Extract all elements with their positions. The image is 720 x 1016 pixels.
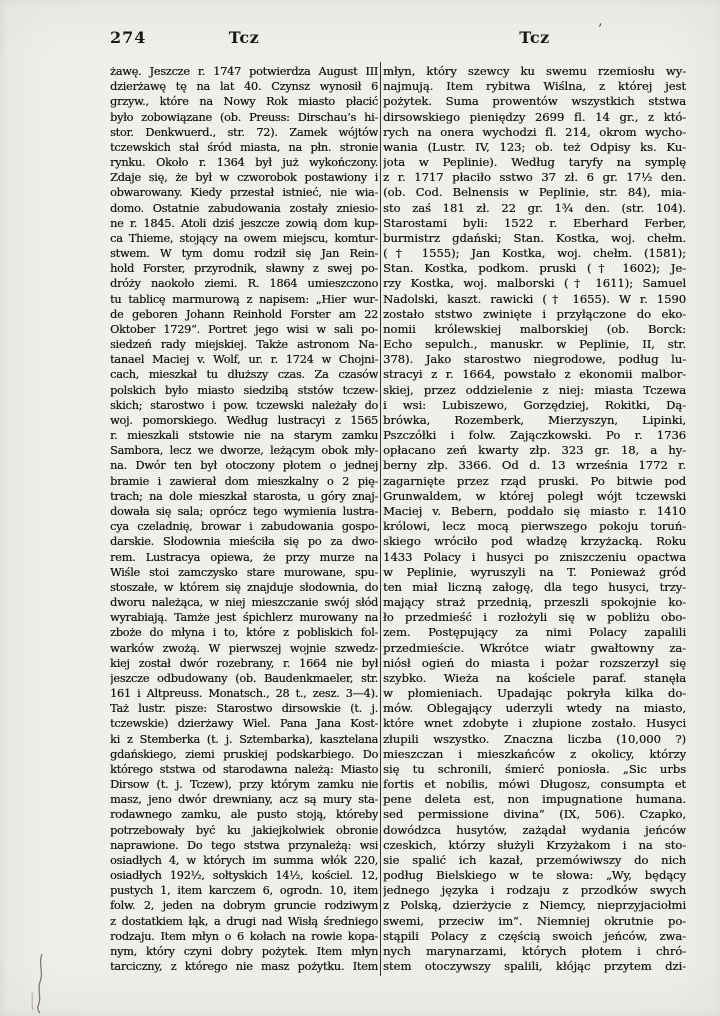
text-line: folw. 2, jeden na dobrym gruncie rodziwym [110, 899, 378, 913]
text-line: wania (Lustr. IV, 123; ob. też Odpisy ks. Ku- [383, 139, 686, 154]
text-line: dworu należąca, w niej mieszczanie swój słód [110, 596, 378, 610]
text-line: jednego języka i rodzaju z przodków swych [383, 883, 686, 898]
text-line: wyrabiają. Tamże jest śpichlerz murowany na [110, 611, 378, 625]
text-line: czeskich, którzy służyli Krzyżakom i na sto- [383, 837, 686, 852]
text-line: rynku. Około r. 1364 był już wykończony. [110, 156, 378, 170]
text-line: skiej, przez oddzielenie z niej: miasta Tczewa [383, 382, 686, 397]
text-line: rem. Lustracya opiewa, że przy murze na [110, 550, 378, 564]
text-line: Maciej v. Bebern, poddało się miasto r. 1410 [383, 503, 686, 518]
scan-speck: ’ [598, 22, 603, 37]
text-line: z Polską, dzierżycie z Niemcy, nieprzyjaciołmi [383, 898, 686, 913]
text-line: ło przedmieść i rozłożyli się w pobliżu obo- [383, 610, 686, 625]
text-column-right [383, 64, 686, 974]
text-line: którego ststwa od starodawna należą: Miasto [110, 762, 378, 776]
text-line: stor. Denkwuerd., str. 72). Zamek wójtów [110, 125, 378, 139]
text-line: jota w Peplinie). Według taryfy na symplę [383, 155, 686, 170]
text-line: warków zwożą. W pierwszej wojnie szwedz- [110, 641, 378, 655]
text-line: sto zaś 181 zł. 22 gr. 1¾ den. (str. 104). [383, 200, 686, 215]
text-line: de geboren Johann Reinhold Forster am 22 [110, 307, 378, 321]
text-line: siedzeń rady miejskiej. Także astronom Na- [110, 338, 378, 352]
text-line: Starostami byli: 1522 r. Eberhard Ferber, [383, 215, 686, 230]
text-line: pustych 1, item karczem 6, ogrodn. 10, item [110, 884, 378, 898]
text-line: tczewskie) dzierżawy Wiel. Pana Jana Kost- [110, 717, 378, 731]
text-line: żawę. Jeszcze r. 1747 potwierdza August III [110, 65, 378, 78]
text-column-left [110, 64, 378, 974]
text-line: 1433 Polacy i husyci po zniszczeniu opactwa [383, 549, 686, 564]
text-line: potrzebowały być ku jakiejkolwiek obronie [110, 823, 378, 837]
text-line: przedmieście. Wkrótce wiatr gwałtowny za- [383, 640, 686, 655]
text-line: ten miał liczną załogę, dla tego husyci, trzy- [383, 579, 686, 594]
text-line: brówka, Rozemberk, Mierzyszyn, Lipinki, [383, 412, 686, 427]
text-line: które wnet zdobyte i złupione zostało. Husyci [383, 716, 686, 731]
text-line: Grunwaldem, w której poległ wójt tczewski [383, 488, 686, 503]
text-line: złupili wszystko. Znaczna liczba (10,000 ?) [383, 731, 686, 746]
text-line: zostało ststwo zwinięte i przyłączone do eko- [383, 306, 686, 321]
text-line: osiadłych 4, w których im summa włók 220, [110, 853, 378, 867]
text-line: rzy Kostka, woj. malborski († 1611); Samuel [383, 276, 686, 291]
text-line: dróży naokoło ziemi. R. 1864 umieszczono [110, 277, 378, 291]
text-line: Dirsow (t. j. Tczew), przy którym zamku nie [110, 778, 378, 792]
text-line: († 1555); Jan Kostka, woj. chełm. (1581); [383, 246, 686, 261]
text-line: i wsi: Lubiszewo, Gorzędziej, Rokitki, Dą- [383, 397, 686, 412]
text-line: ca Thieme, stojący na owem miejscu, komtur- [110, 231, 378, 245]
text-line: mów. Oblegający uderzyli wtedy na miasto, [383, 701, 686, 716]
text-line: Pszczółki i folw. Zajączkowski. Po r. 1736 [383, 428, 686, 443]
text-line: darskie. Słodownia mieściła się po za dwo- [110, 535, 378, 549]
text-line: Nadolski, kaszt. rawicki († 1655). W r. 1590 [383, 291, 686, 306]
text-line: sie spalić ich kazał, przemówiwszy do nich [383, 852, 686, 867]
text-line: obwarowany. Kiedy przestał istnieć, nie wia- [110, 186, 378, 200]
text-line: (ob. Cod. Belnensis w Peplinie, str. 84), mia- [383, 185, 686, 200]
text-line: skiego wróciło pod władzę krzyżacką. Roku [383, 534, 686, 549]
text-line: królowi, lecz mocą pierwszego pokoju toruń- [383, 519, 686, 534]
text-line: szybko. Wieża na kościele paraf. stanęła [383, 670, 686, 685]
text-line: grzyw., które na Nowy Rok miasto płacić [110, 95, 378, 109]
text-line: pene deleta est, non impugnatione humana. [383, 792, 686, 807]
text-line: sed permissione divina“ (IX, 506). Czapko, [383, 807, 686, 822]
text-line: jeszcze odbudowany (ob. Baudenkmaeler, str. [110, 671, 378, 685]
text-line: było zobowiązane (ob. Preuss: Dirschau’s hi- [110, 110, 378, 124]
text-line: osiadłych 192½, sołtyskich 14½, kościel. 12, [110, 869, 378, 883]
text-line: kiej został dwór rozebrany, r. 1664 nie był [110, 656, 378, 670]
text-line: mieszczan i mieszkańców z okolicy, którzy [383, 746, 686, 761]
text-line: fortis et nobilis, mówi Długosz, consumpta et [383, 777, 686, 792]
text-line: nych marynarzami, których płotem i chró- [383, 943, 686, 958]
text-line: woj. pomorskiego. Według lustracyi z 1565 [110, 413, 378, 427]
text-line: ki z Stemberka (t. j. Sztembarka), kasztelana [110, 732, 378, 746]
text-line: stem otoczywszy spalili, kłójąc przytem dzi- [383, 959, 686, 974]
text-line: r. mieszkali ststowie nie na starym zamku [110, 429, 378, 443]
text-line: młyn, który szewcy ku swemu rzemiosłu wy- [383, 64, 686, 78]
text-line: berny złp. 3366. Od d. 13 września 1772 r. [383, 458, 686, 473]
text-line: Oktober 1729“. Portret jego wisi w sali po- [110, 322, 378, 336]
page-number: 274 [110, 28, 147, 47]
text-line: Sambora, lecz we dworze, leżącym obok mły- [110, 444, 378, 458]
text-line: domo. Ostatnie zabudowania zostały zniesio- [110, 201, 378, 215]
text-line: rodzaju. Item młyn o 6 kołach na rowie kopa- [110, 929, 378, 943]
text-line: gdańskiego, ziemi pruskiej podskarbiego. Do [110, 747, 378, 761]
text-line: polskich było miasto siedzibą ststów tczew- [110, 383, 378, 397]
text-line: 378). Jako starostwo niegrodowe, podług lu- [383, 352, 686, 367]
text-line: bramie i zawierał dom mieszkalny o 2 pię- [110, 474, 378, 488]
text-line: tanael Maciej v. Wolf, ur. r. 1724 w Chojni- [110, 353, 378, 367]
text-line: dirsowskiego pieniędzy 2699 fl. 14 gr., z któ- [383, 109, 686, 124]
text-line: stoszałe, w którem się znajduje słodownia, do [110, 580, 378, 594]
text-line: masz, jeno dwór drewniany, acz są mury sta- [110, 793, 378, 807]
text-line: stracyi z r. 1664, powstało z ekonomii malbor- [383, 367, 686, 382]
text-line: ne r. 1845. Atoli dziś jeszcze zowią dom kup- [110, 216, 378, 230]
text-line: niósł ogień do miasta i pożar rozszerzył się [383, 655, 686, 670]
text-line: mający straż przednią, przeszli spokojnie ko- [383, 595, 686, 610]
text-line: z dostatkiem łąk, a drugi nad Wisłą średniego [110, 914, 378, 928]
text-line: Zdaje się, że był w czworobok postawiony i [110, 171, 378, 185]
text-line: 161 i Altpreuss. Monatsch., 28 t., zesz. 3—4). [110, 687, 378, 701]
text-line: Wiśle stoi zamczysko stare murowane, spu- [110, 565, 378, 579]
text-line: burmistrz gdański; Stan. Kostka, woj. chełm. [383, 230, 686, 245]
text-line: w płomieniach. Upadając pokryła kilka do- [383, 686, 686, 701]
text-line: pożytek. Suma prowentów wszystkich ststwa [383, 94, 686, 109]
text-line: najmują. Item rybitwa Wiślna, z której jest [383, 79, 686, 94]
text-line: zboże do młyna i to, które z pobliskich fol- [110, 626, 378, 640]
text-line: dzierżawę tę na lat 40. Czynsz wynosił 6 [110, 80, 378, 94]
text-line: nomii królewskiej malborskiej (ob. Borck: [383, 321, 686, 336]
text-line: zem. Postępujący za nimi Polacy zapalili [383, 625, 686, 640]
text-line: stwem. W tym domu rodził się Jan Rein- [110, 247, 378, 261]
text-line: stąpili Polacy z częścią swoich jeńców, zwa- [383, 928, 686, 943]
text-line: tarciczny, z którego nie masz pożytku. Item [110, 960, 378, 974]
text-line: z r. 1717 płaciło sstwo 37 zł. 6 gr. 17½ den. [383, 170, 686, 185]
text-line: zagarnięte przez rząd pruski. Po bitwie pod [383, 473, 686, 488]
text-line: swemi, przeciw im“. Niemniej okrutnie po- [383, 913, 686, 928]
text-line: rych na onera wychodzi fl. 214, okrom wycho- [383, 124, 686, 139]
text-line: skich; starostwo i pow. tczewski należały do [110, 398, 378, 412]
text-line: Echo sepulch., manuskr. w Peplinie, II, str. [383, 337, 686, 352]
text-line: na. Dwór ten był otoczony płotem o jednej [110, 459, 378, 473]
text-line: się tu schronili, śmierć poniosła. „Sic urbs [383, 761, 686, 776]
text-line: nym, który czyni dobry pożytek. Item młyn [110, 944, 378, 958]
text-line: Taż lustr. pisze: Starostwo dirsowskie (t. j. [110, 702, 378, 716]
text-line: trach; na dole mieszkał starosta, u góry znaj- [110, 489, 378, 503]
column-header-right: Tcz [519, 28, 550, 47]
text-line: rodawnego zamku, ale pusto stoją, któreby [110, 808, 378, 822]
text-line: hold Forster, przyrodnik, sławny z swej po- [110, 262, 378, 276]
text-line: podług Bielskiego w te słowa: „Wy, będący [383, 868, 686, 883]
text-line: Stan. Kostka, podkom. pruski († 1602); Je- [383, 261, 686, 276]
text-line: cach, mieszkał tu dłuższy czas. Za czasów [110, 368, 378, 382]
text-line: dowała się sala; oprócz tego wymienia lustra- [110, 504, 378, 518]
text-line: dowódzca husytów, zażądał wydania jeńców [383, 822, 686, 837]
column-header-left: Tcz [228, 28, 260, 47]
text-line: tu tablicę marmurową z napisem: „Hier wur- [110, 292, 378, 306]
text-line: tczewskich stał śród miasta, na płn. stronie [110, 140, 378, 154]
text-line: cya czeladnię, browar i zabudowania gospo- [110, 520, 378, 534]
text-line: opłacano zeń kwarty złp. 323 gr. 18, a hy- [383, 443, 686, 458]
text-line: w Peplinie, wyruszyli na T. Ponieważ gród [383, 564, 686, 579]
column-divider [380, 62, 381, 976]
text-line: naprawione. Do tego ststwa przynależą: wsi [110, 838, 378, 852]
scan-artifact [28, 952, 54, 1014]
